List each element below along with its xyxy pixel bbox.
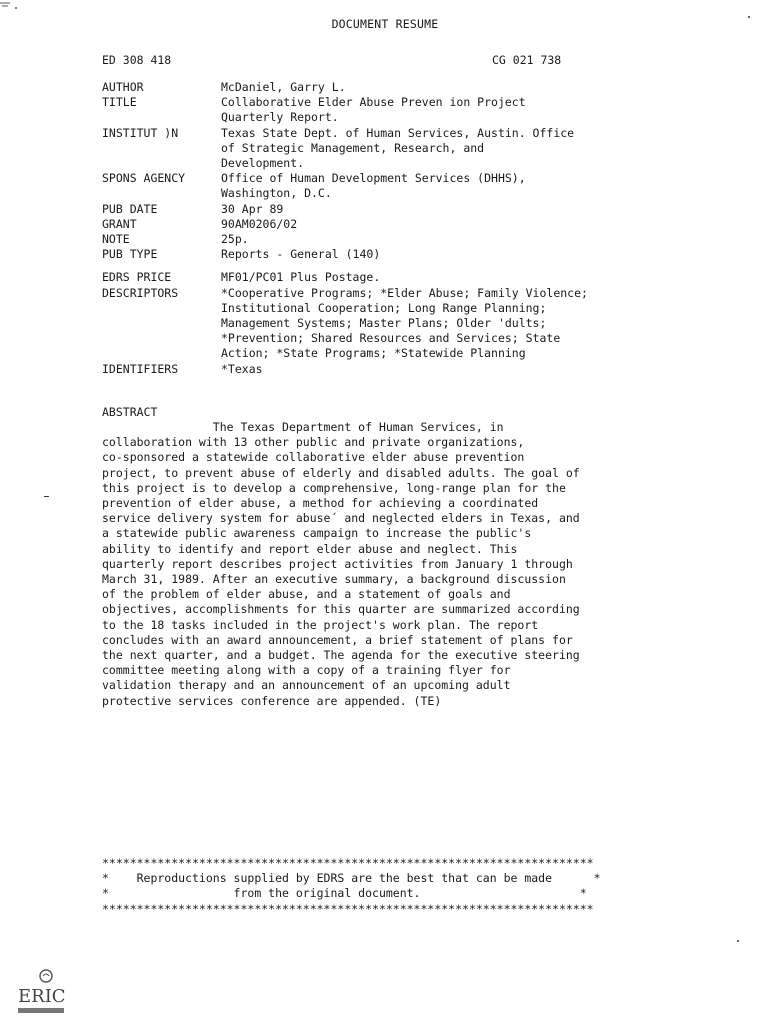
abstract-heading: ABSTRACT	[102, 405, 158, 419]
reproduction-notice	[102, 856, 601, 917]
cg-number: CG 021 738	[492, 53, 562, 67]
field-spons-agency	[102, 171, 642, 201]
notice-line-1: * Reproductions supplied by EDRS are the best that can be made *	[102, 871, 601, 886]
field-value: Reports - General (140)	[221, 247, 381, 262]
bibliographic-fields	[102, 80, 642, 377]
eric-logo	[16, 966, 68, 1018]
field-value: *Texas	[221, 361, 263, 376]
field-gap	[102, 262, 642, 270]
document-title: DOCUMENT RESUME	[331, 17, 439, 31]
field-value: McDaniel, Garry L.	[221, 80, 346, 94]
notice-line-2: * from the original document. *	[102, 886, 587, 901]
field-title	[102, 95, 642, 125]
svg-text:ERIC: ERIC	[18, 986, 66, 1007]
field-label: PUB TYPE	[102, 247, 158, 262]
field-label: INSTITUT )N	[102, 125, 179, 140]
scan-speck	[44, 496, 49, 497]
field-value: Office of Human Development Services (DHHS), Washington, D.C.	[221, 171, 526, 201]
field-value: 25p.	[221, 232, 249, 247]
field-label: TITLE	[102, 95, 137, 110]
field-label: NOTE	[102, 232, 130, 247]
field-value: *Cooperative Programs; *Elder Abuse; Family Violence; Institutional Cooperation; Long Range Planning; Management Systems; Master Plans; Older 'dults; *Prevention; Shared Resources and Services; State Action; *State Programs; *Statewide Planning	[221, 285, 588, 361]
field-label: PUB DATE	[102, 201, 158, 216]
field-descriptors	[102, 286, 642, 362]
field-value: 30 Apr 89	[221, 201, 284, 216]
field-value: 90AM0206/02	[221, 216, 298, 231]
field-value: MF01/PC01 Plus Postage.	[221, 270, 381, 285]
field-identifiers	[102, 362, 642, 377]
field-pub-type	[102, 247, 642, 262]
field-institution	[102, 126, 642, 172]
field-grant	[102, 217, 642, 232]
ed-number: ED 308 418	[102, 53, 172, 67]
notice-border-bottom: ***********************************************************************	[102, 901, 594, 916]
field-edrs-price	[102, 270, 642, 285]
notice-border-top: ***********************************************************************	[102, 856, 594, 870]
field-author	[102, 80, 642, 95]
scan-speck	[737, 940, 739, 942]
field-value: Texas State Dept. of Human Services, Austin. Office of Strategic Management, Research, and Development.	[221, 125, 575, 171]
abstract-text: The Texas Department of Human Services, in collaboration with 13 other public and private organizations, co-sponsored a statewide collaborative elder abuse prevention project, to prevent abuse of elderly and disabled adults. The goal of this project is to develop a comprehensive, long-range plan for the prevention of elder abuse, a method for achieving a coordinated service delivery system for abuse´ and neglected elders in Texas, and a statewide public awareness campaign to increase the public's ability to identify and report elder abuse and neglect. This quarterly report describes project activities from January 1 through March 31, 1989. After an executive summary, a background discussion of the problem of elder abuse, and a statement of goals and objectives, accomplishments for this quarter are summarized according to the 18 tasks included in the project's work plan. The report concludes with an award announcement, a brief statement of plans for the next quarter, and a budget. The agenda for the executive steering committee meeting along with a copy of a training flyer for validation therapy and an announcement of an upcoming adult protective services conference are appended. (TE)	[102, 420, 580, 708]
field-label: DESCRIPTORS	[102, 285, 179, 300]
field-value: Collaborative Elder Abuse Preven ion Project Quarterly Report.	[221, 95, 526, 125]
field-label: EDRS PRICE	[102, 270, 172, 285]
field-note	[102, 232, 642, 247]
field-label: IDENTIFIERS	[102, 361, 179, 376]
field-label: AUTHOR	[102, 80, 144, 94]
scan-corner-mark	[0, 0, 22, 10]
field-label: GRANT	[102, 216, 137, 231]
field-pub-date	[102, 202, 642, 217]
field-label: SPONS AGENCY	[102, 171, 186, 186]
